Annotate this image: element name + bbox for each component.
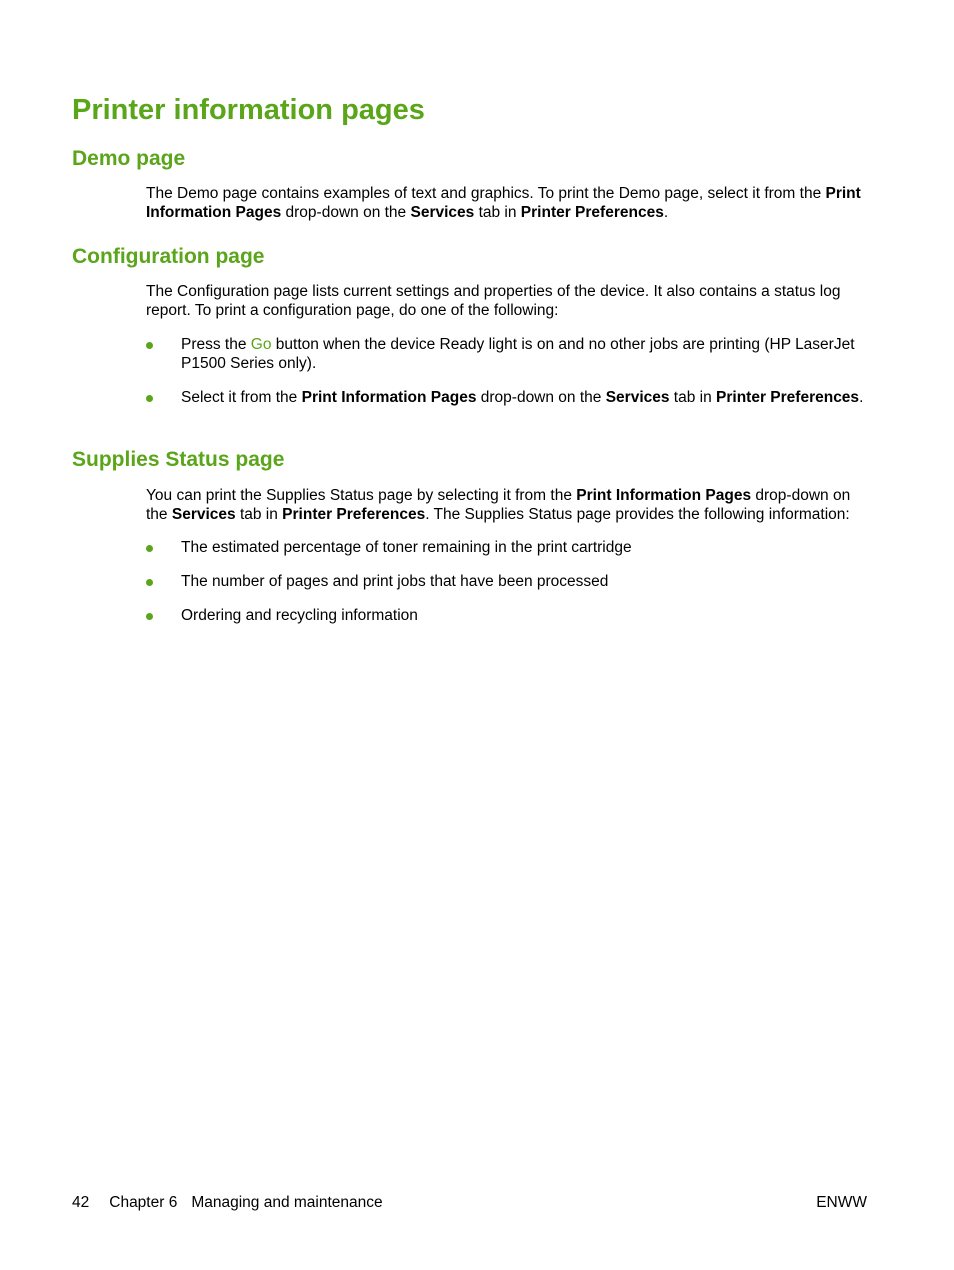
ui-term-print-information-pages: Print Information Pages bbox=[146, 185, 861, 221]
text-run: button when the device Ready light is on and no other jobs are printing (HP LaserJet P1500 Series only). bbox=[181, 336, 855, 372]
text-run: tab in bbox=[474, 204, 521, 221]
demo-page-paragraph bbox=[146, 184, 876, 222]
chapter-label: Chapter 6 bbox=[109, 1194, 178, 1211]
text-run: drop-down on the bbox=[476, 389, 606, 406]
bullet-icon bbox=[146, 579, 153, 586]
bullet-icon bbox=[146, 342, 153, 349]
page-number: 42 bbox=[72, 1194, 90, 1211]
text-run: . bbox=[859, 389, 864, 406]
supplies-status-paragraph bbox=[146, 486, 876, 524]
ui-term-printer-preferences: Printer Preferences bbox=[282, 506, 426, 523]
bullet-item bbox=[146, 538, 876, 557]
text-run: tab in bbox=[235, 506, 283, 523]
text-run: tab in bbox=[669, 389, 717, 406]
section-heading-demo-page: Demo page bbox=[72, 147, 186, 170]
text-run: drop-down on the bbox=[281, 204, 411, 221]
bullet-item bbox=[146, 572, 876, 591]
bullet-text bbox=[181, 388, 876, 407]
bullet-text: The number of pages and print jobs that have been processed bbox=[181, 573, 609, 590]
ui-term-print-information-pages: Print Information Pages bbox=[301, 389, 477, 406]
ui-term-services: Services bbox=[605, 389, 670, 406]
bullet-text: Ordering and recycling information bbox=[181, 607, 418, 624]
bullet-item bbox=[146, 606, 876, 625]
ui-term-services: Services bbox=[410, 204, 475, 221]
bullet-icon bbox=[146, 395, 153, 402]
go-button-reference: Go bbox=[250, 336, 272, 353]
text-run: Select it from the bbox=[181, 389, 302, 406]
configuration-page-paragraph: The Configuration page lists current settings and properties of the device. It also contains a status log report. To print a configuration page, do one of the following: bbox=[146, 283, 841, 319]
chapter-title: Managing and maintenance bbox=[191, 1194, 383, 1211]
text-run: You can print the Supplies Status page by selecting it from the bbox=[146, 487, 577, 504]
text-run: . bbox=[663, 204, 669, 221]
bullet-text: The estimated percentage of toner remaining in the print cartridge bbox=[181, 539, 632, 556]
section-heading-configuration-page: Configuration page bbox=[72, 245, 265, 268]
section-heading-supplies-status-page: Supplies Status page bbox=[72, 448, 285, 471]
text-run: The Demo page contains examples of text and graphics. To print the Demo page, select it from the bbox=[146, 185, 826, 202]
page-title: Printer information pages bbox=[72, 94, 425, 126]
text-run: drop-down on the bbox=[146, 487, 851, 523]
bullet-icon bbox=[146, 613, 153, 620]
text-run: . The Supplies Status page provides the following information: bbox=[425, 506, 850, 523]
ui-term-printer-preferences: Printer Preferences bbox=[716, 389, 860, 406]
bullet-item bbox=[146, 388, 876, 407]
ui-term-printer-preferences: Printer Preferences bbox=[520, 204, 664, 221]
bullet-icon bbox=[146, 545, 153, 552]
ui-term-services: Services bbox=[171, 506, 236, 523]
footer-locale-code: ENWW bbox=[816, 1194, 867, 1211]
bullet-item bbox=[146, 335, 876, 373]
bullet-text bbox=[181, 335, 876, 373]
page-footer bbox=[72, 1193, 383, 1212]
ui-term-print-information-pages: Print Information Pages bbox=[576, 487, 752, 504]
text-run: Press the bbox=[181, 336, 251, 353]
